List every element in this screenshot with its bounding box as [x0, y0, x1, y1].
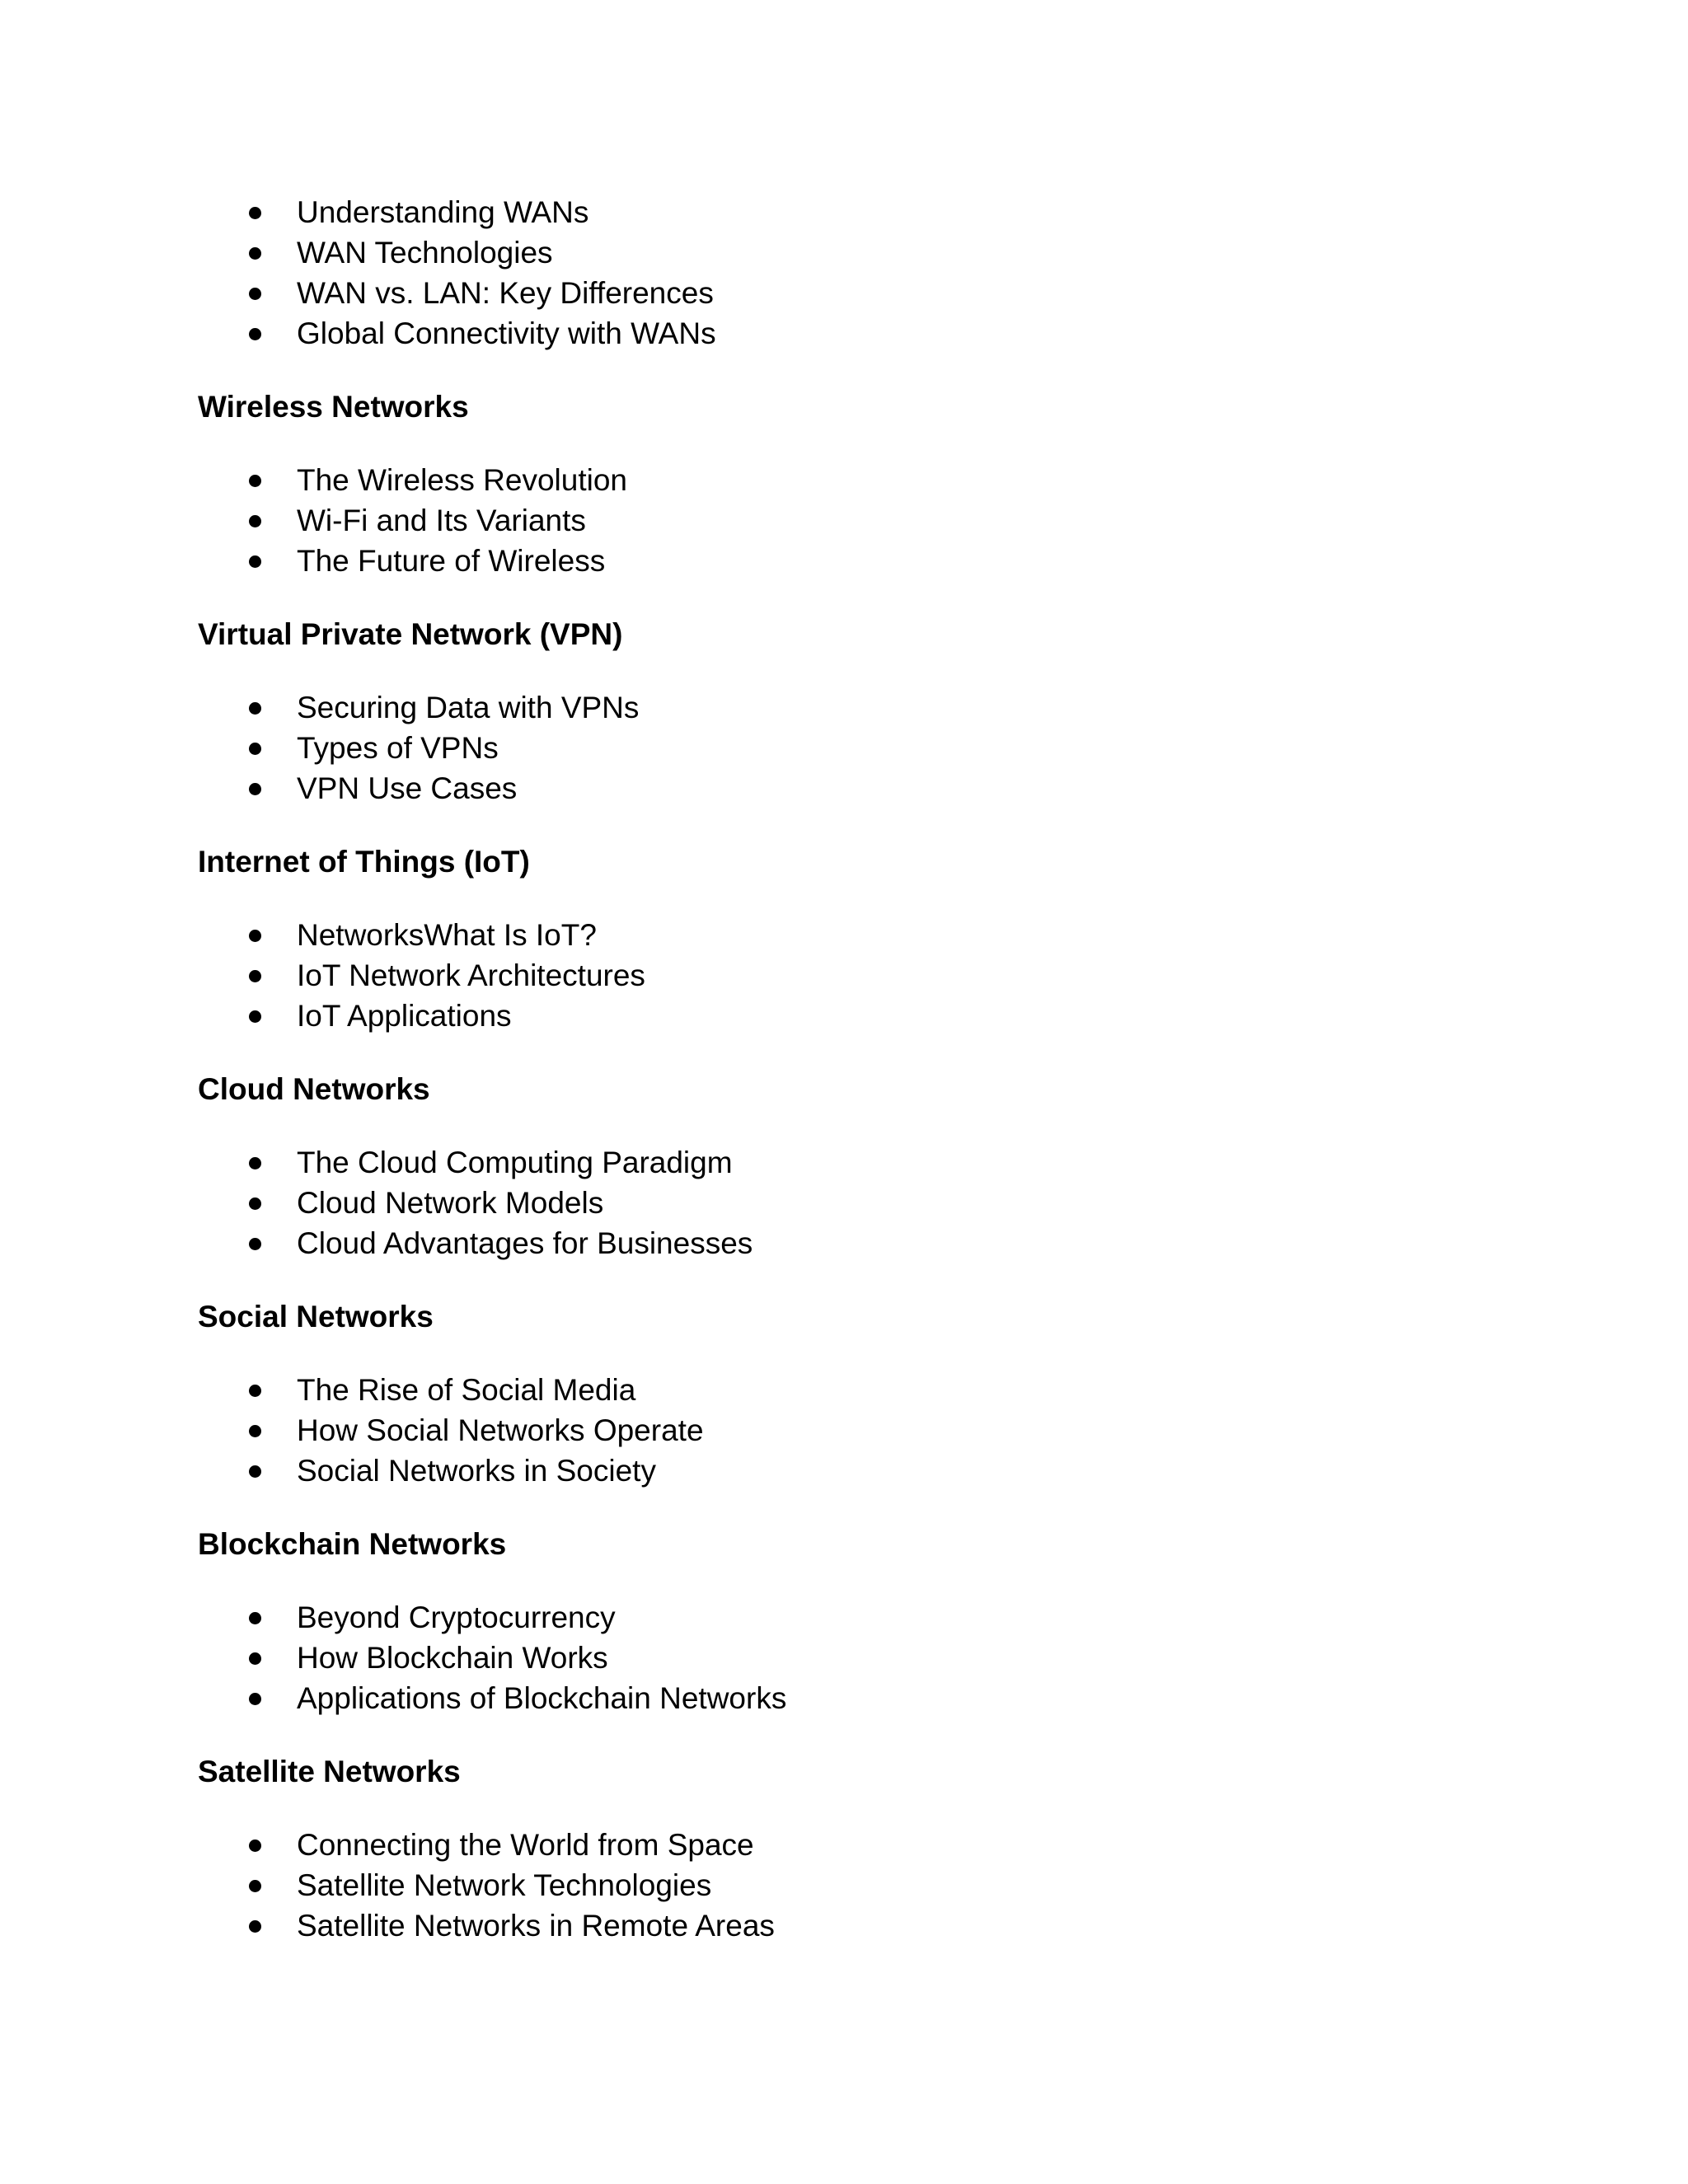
bullet-icon — [249, 288, 261, 300]
bullet-icon — [249, 515, 261, 527]
bullet-list — [198, 1370, 1517, 1491]
list-item-text: Satellite Networks in Remote Areas — [297, 1909, 775, 1943]
bullet-icon — [249, 1238, 261, 1250]
list-item-text: How Social Networks Operate — [297, 1413, 704, 1447]
list-item-text: WAN vs. LAN: Key Differences — [297, 276, 714, 310]
list-item-text: Connecting the World from Space — [297, 1828, 754, 1862]
bullet-icon — [249, 1880, 261, 1892]
bullet-list — [198, 915, 1517, 1036]
section-heading: Wireless Networks — [198, 390, 469, 424]
bullet-icon — [249, 1840, 261, 1852]
list-item-text: IoT Network Architectures — [297, 958, 645, 992]
list-item — [198, 915, 1517, 955]
list-item-text: VPN Use Cases — [297, 771, 518, 805]
list-item-text: How Blockchain Works — [297, 1641, 608, 1675]
bullet-icon — [249, 702, 261, 715]
list-item — [198, 728, 1517, 768]
bullet-list — [198, 192, 1517, 354]
list-item — [198, 192, 1517, 232]
bullet-icon — [249, 970, 261, 982]
list-item-text: Understanding WANs — [297, 195, 589, 229]
list-item — [198, 541, 1517, 581]
list-item — [198, 687, 1517, 728]
bullet-icon — [249, 1612, 261, 1624]
list-item — [198, 1825, 1517, 1865]
list-item — [198, 1638, 1517, 1678]
bullet-icon — [249, 555, 261, 568]
bullet-icon — [249, 328, 261, 340]
bullet-icon — [249, 1385, 261, 1397]
bullet-icon — [249, 207, 261, 219]
list-item — [198, 1905, 1517, 1946]
list-item-text: NetworksWhat Is IoT? — [297, 918, 597, 952]
bullet-icon — [249, 475, 261, 487]
bullet-icon — [249, 1157, 261, 1169]
list-item — [198, 1370, 1517, 1410]
bullet-list — [198, 460, 1517, 581]
list-item-text: Global Connectivity with WANs — [297, 316, 716, 350]
bullet-icon — [249, 1465, 261, 1478]
list-item-text: The Wireless Revolution — [297, 463, 627, 497]
bullet-icon — [249, 783, 261, 795]
section-heading: Internet of Things (IoT) — [198, 845, 530, 879]
list-item-text: The Rise of Social Media — [297, 1373, 636, 1407]
list-item — [198, 273, 1517, 313]
bullet-list — [198, 1825, 1517, 1946]
bullet-icon — [249, 1010, 261, 1023]
list-item-text: WAN Technologies — [297, 236, 553, 269]
list-item-text: Social Networks in Society — [297, 1454, 656, 1488]
list-item — [198, 955, 1517, 996]
list-item-text: Satellite Network Technologies — [297, 1868, 712, 1902]
bullet-icon — [249, 247, 261, 260]
list-item — [198, 1597, 1517, 1638]
section-heading: Blockchain Networks — [198, 1527, 507, 1561]
bullet-list — [198, 1597, 1517, 1718]
section-heading: Satellite Networks — [198, 1755, 461, 1788]
list-item-text: Cloud Advantages for Businesses — [297, 1226, 753, 1260]
section-heading: Social Networks — [198, 1300, 434, 1333]
document-body — [198, 192, 1517, 1946]
list-item-text: Applications of Blockchain Networks — [297, 1681, 787, 1715]
bullet-list — [198, 1142, 1517, 1263]
bullet-icon — [249, 1693, 261, 1705]
list-item — [198, 1223, 1517, 1263]
list-item — [198, 1410, 1517, 1451]
list-item — [198, 232, 1517, 273]
section-heading: Cloud Networks — [198, 1072, 430, 1106]
bullet-icon — [249, 1920, 261, 1933]
bullet-icon — [249, 1197, 261, 1210]
bullet-icon — [249, 1652, 261, 1665]
list-item-text: Securing Data with VPNs — [297, 691, 640, 724]
list-item-text: IoT Applications — [297, 999, 512, 1033]
section-heading: Virtual Private Network (VPN) — [198, 617, 623, 651]
list-item — [198, 500, 1517, 541]
list-item — [198, 313, 1517, 354]
list-item — [198, 1865, 1517, 1905]
list-item — [198, 1183, 1517, 1223]
list-item-text: The Cloud Computing Paradigm — [297, 1146, 733, 1179]
list-item-text: Beyond Cryptocurrency — [297, 1601, 616, 1634]
list-item-text: The Future of Wireless — [297, 544, 606, 578]
list-item — [198, 1678, 1517, 1718]
list-item — [198, 768, 1517, 808]
bullet-icon — [249, 930, 261, 942]
list-item-text: Wi-Fi and Its Variants — [297, 504, 586, 537]
list-item — [198, 460, 1517, 500]
list-item — [198, 1142, 1517, 1183]
list-item — [198, 1451, 1517, 1491]
list-item-text: Cloud Network Models — [297, 1186, 604, 1220]
list-item-text: Types of VPNs — [297, 731, 499, 765]
bullet-list — [198, 687, 1517, 808]
bullet-icon — [249, 1425, 261, 1437]
bullet-icon — [249, 743, 261, 755]
list-item — [198, 996, 1517, 1036]
